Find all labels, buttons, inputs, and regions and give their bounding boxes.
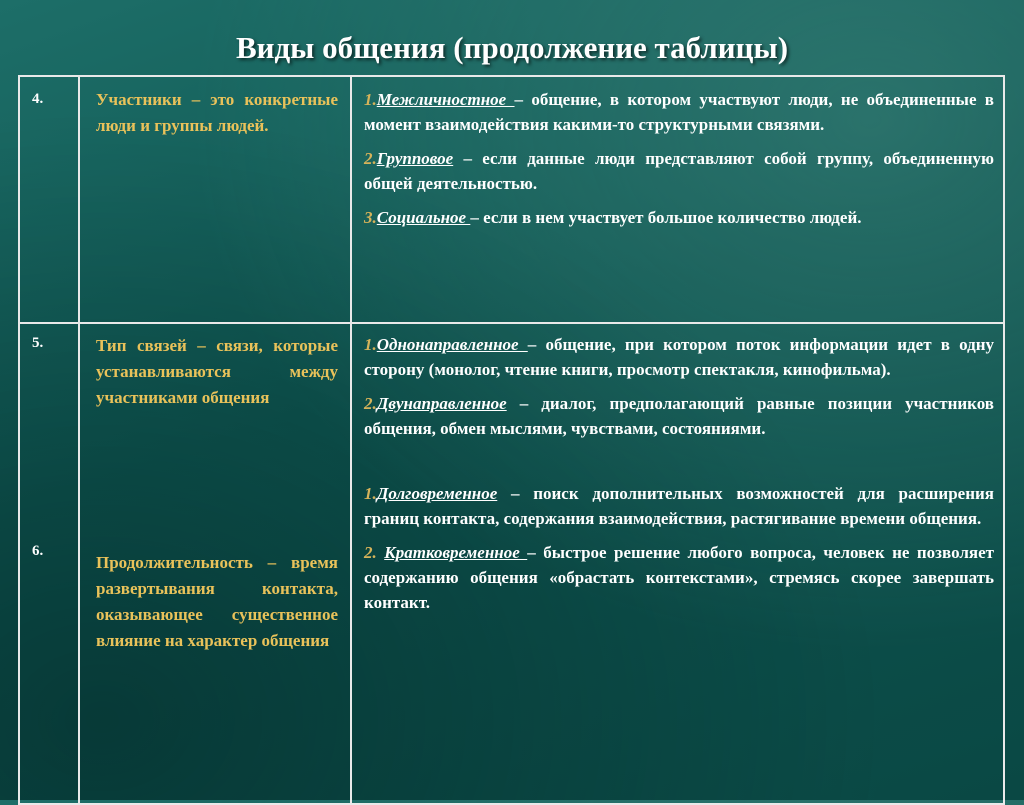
- item-number: 2.: [364, 543, 385, 562]
- item-number: 2.: [364, 149, 377, 168]
- row-divider: [20, 322, 1003, 324]
- communication-types-table: [18, 75, 1005, 805]
- item-term: Социальное: [376, 208, 471, 227]
- description-text: Продолжительность – время развертывания контакта, оказывающее существенное влияние на характер общения: [96, 553, 338, 650]
- row-number-4: 4.: [32, 91, 44, 107]
- item-text: – если данные люди представляют собой группу, объединенную общей деятельностью.: [364, 149, 994, 193]
- item-term: Кратковременное: [384, 543, 528, 562]
- list-item: [364, 391, 994, 441]
- item-term: Двунаправленное: [376, 394, 507, 413]
- row-content-participants: [364, 87, 994, 239]
- item-term: Долговременное: [376, 484, 498, 503]
- row-description-participants: [96, 87, 338, 139]
- description-text: Участники – это конкретные люди и группы людей.: [96, 90, 338, 135]
- item-text: – общение, при котором поток информации идет в одну сторону (монолог, чтение книги, просмотр спектакля, кинофильма).: [364, 335, 995, 379]
- item-text: – диалог, предполагающий равные позиции участников общения, обмен мыслями, чувствами, состояниями.: [364, 394, 994, 438]
- row-number-5: 5.: [32, 335, 44, 351]
- item-text: – быстрое решение любого вопроса, человек не позволяет содержанию общения «обрастать контекстами», стремясь скорее завершать контакт.: [364, 543, 994, 612]
- row-number-6: 6.: [32, 543, 44, 559]
- column-divider-1: [78, 77, 80, 803]
- item-number: 2.: [364, 394, 377, 413]
- list-item: [364, 205, 994, 230]
- list-item: [364, 87, 994, 137]
- list-item: [364, 540, 994, 615]
- item-text: – если в нем участвует большое количество людей.: [470, 208, 862, 227]
- item-number: 1.: [364, 90, 377, 109]
- item-text: – поиск дополнительных возможностей для расширения границ контакта, содержания взаимодействия, растягивание времени общения.: [364, 484, 994, 528]
- item-term: Групповое: [376, 149, 454, 168]
- column-divider-2: [350, 77, 352, 803]
- list-item: [364, 146, 994, 196]
- list-item: [364, 481, 994, 531]
- slide-title: Виды общения (продолжение таблицы): [235, 30, 789, 65]
- item-term: Межличностное: [376, 90, 515, 109]
- item-number: 1.: [364, 484, 377, 503]
- item-term: Однонаправленное: [376, 335, 528, 354]
- item-number: 3.: [364, 208, 377, 227]
- item-number: 1.: [364, 335, 377, 354]
- row-description-duration: [96, 550, 338, 654]
- item-text: – общение, в котором участвуют люди, не объединенные в момент взаимодействия какими-то структурными связями.: [364, 90, 994, 134]
- row-content-connection-and-duration: [364, 332, 994, 624]
- list-item: [364, 332, 994, 382]
- row-description-connection-type: [96, 333, 338, 411]
- description-text: Тип связей – связи, которые устанавливаются между участниками общения: [96, 336, 338, 407]
